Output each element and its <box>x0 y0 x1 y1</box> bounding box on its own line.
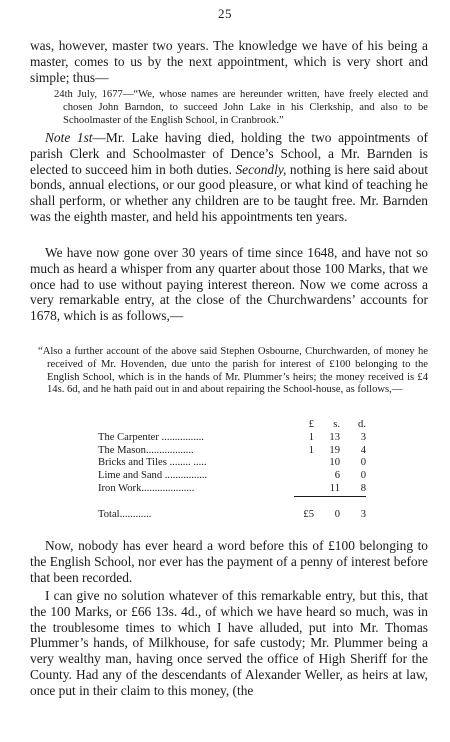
header-pence: d. <box>358 419 366 430</box>
account-total-shillings: 0 <box>334 509 340 521</box>
account-item-pounds <box>294 470 314 483</box>
account-item-pounds <box>294 483 314 496</box>
account-total-pounds: £5 <box>303 509 314 521</box>
paragraph-3 <box>30 245 428 324</box>
quote-accounts-text: “Also a further account of the above said Stephen Osbourne, Churchwarden, of money he received of Mr. Hovenden, due unto the parish for interest of £100 belonging to the English School, which is in the hands of Mr. Plummer’s heirs; the money received is £4 14s. 6d, and he hath paid out in and about repairing the School-house, as follows,— <box>38 346 428 396</box>
account-total-label: Total............ <box>98 509 152 521</box>
account-item-shillings: 6 <box>334 470 340 482</box>
paragraph-2-text <box>30 130 428 225</box>
paragraph-4 <box>30 538 428 585</box>
paragraph-4-text: Now, nobody has ever heard a word before this of £100 belonging to the English School, nor ever has the payment of a penny of interest before that been recorded. <box>30 538 428 585</box>
paragraph-1 <box>30 38 428 85</box>
page-number: 25 <box>218 6 232 21</box>
account-item-pence: 0 <box>360 457 366 469</box>
account-header-row <box>98 419 366 432</box>
account-row <box>98 483 366 496</box>
account-item-shillings: 11 <box>329 482 340 494</box>
account-item-name: Lime and Sand ................ <box>98 470 208 482</box>
account-row <box>98 445 366 458</box>
paragraph-5-text: I can give no solution whatever of this remarkable entry, but this, that the 100 Marks, or £66 13s. 4d., of which we have heard so much, was in the troublesome times to which I have alluded, put into Mr. Thomas Plummer’s hands, of Milkhouse, for safe custody; Mr. Plummer being a very wealthy man, having once served the office of High Sheriff for the County. Had any of the descendants of Alexander Weller, as heirs at law, once put in their claim to this money, (the <box>30 588 428 698</box>
account-item-pounds: 1 <box>308 431 314 443</box>
account-item-pence: 3 <box>360 431 366 443</box>
quote-accounts <box>38 346 428 397</box>
quote-appointment <box>54 89 428 127</box>
paragraph-3-text: We have now gone over 30 years of time since 1648, and have not so much as heard a whisper from any quarter about those 100 Marks, that we once had to use without paying interest thereon. Now we come across a very remarkable entry, at the close of the Churchwardens’ accounts for 1678, which is as follows,— <box>30 245 428 324</box>
account-item-pence: 4 <box>360 444 366 456</box>
note-text-b: nothing is here said about bonds, annual elections, or our good pleasure, or what kind of teaching he shall perform, or whether any children are to be taught free. Mr. Barnden was the eighth master, and held his appointments ten years. <box>30 161 428 224</box>
account-row <box>98 457 366 470</box>
paragraph-1-text: was, however, master two years. The knowledge we have of his being a master, comes to us by the next appointment, which is very short and simple; thus— <box>30 38 428 85</box>
account-item-pence: 8 <box>360 482 366 494</box>
account-item-name: Iron Work.................... <box>98 483 195 495</box>
account-item-name: Bricks and Tiles ........ ..... <box>98 457 207 469</box>
account-item-pence: 0 <box>360 470 366 482</box>
account-row <box>98 470 366 483</box>
account-item-pounds: 1 <box>308 444 314 456</box>
account-item-shillings: 13 <box>329 431 340 443</box>
account-total-pence: 3 <box>360 509 366 521</box>
account-total-row <box>98 509 366 522</box>
account-item-pounds <box>294 457 314 470</box>
quote-appointment-text: 24th July, 1677—“We, whose names are hereunder written, have freely elected and chosen John Barndon, to succeed John Lake in his Clerkship, and also to be Schoolmaster of the English School, in Cranbrook.” <box>54 89 428 126</box>
paragraph-5 <box>30 588 428 699</box>
account-item-name: The Mason.................. <box>98 444 194 456</box>
note-label: Note 1st <box>45 130 93 145</box>
secondly-label: Secondly, <box>235 161 287 177</box>
account-item-shillings: 19 <box>329 444 340 456</box>
paragraph-2 <box>30 130 428 225</box>
account-item-shillings: 10 <box>329 457 340 469</box>
account-item-name: The Carpenter ................ <box>98 431 204 443</box>
repair-account-table <box>98 419 366 522</box>
note-text-a: —Mr. Lake having died, holding the two appointments of parish Clerk and Schoolmaster of Dence’s School, a Mr. Barnden is elected to succeed him in both duties. <box>30 130 428 177</box>
header-pounds: £ <box>308 419 314 430</box>
header-shillings: s. <box>333 419 340 430</box>
account-rule <box>98 496 366 509</box>
account-row <box>98 432 366 445</box>
